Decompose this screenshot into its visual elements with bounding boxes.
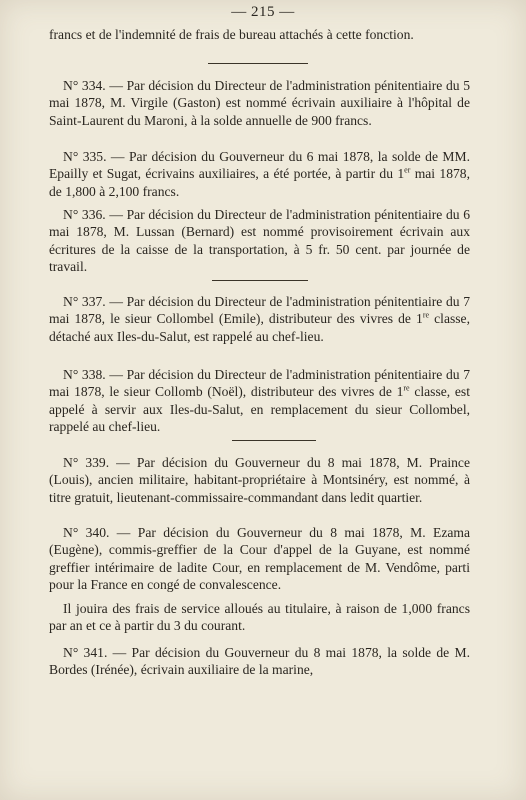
paragraph-335 (49, 148, 470, 200)
paragraph-continuation: francs et de l'indemnité de frais de bureau attachés à cette fonction. (49, 27, 414, 42)
page-number: — 215 — (231, 4, 295, 20)
paragraph-337 (49, 293, 470, 345)
paragraph-337-text: N° 337. — Par décision du Directeur de l'administration pénitentiaire du 7 mai 1878, le sieur Collombel (Emile), distributeur des vivres de 1 (49, 294, 470, 327)
paragraph-341: N° 341. — Par décision du Gouverneur du 8 mai 1878, la solde de M. Bordes (Irénée), écrivain auxiliaire de la marine, (49, 645, 470, 678)
separator-rule (232, 440, 316, 441)
paragraph-339: N° 339. — Par décision du Gouverneur du 8 mai 1878, M. Praince (Louis), ancien militaire, habitant-propriétaire à Montsinéry, est nommé, à titre gratuit, lieutenant-commissaire-commandant dans ledit quartier. (49, 455, 470, 505)
superscript-er: er (404, 165, 411, 175)
paragraph-338-text-end: classe, est appelé à servir aux Iles-du-Salut, en remplacement du sieur Collombel, rappelé au chef-lieu. (49, 384, 470, 434)
separator-rule (208, 63, 308, 64)
paragraph-335-text: N° 335. — Par décision du Gouverneur du 6 mai 1878, la solde de MM. Epailly et Sugat, écrivains auxiliaires, a été portée, à partir du 1 (49, 149, 470, 182)
superscript-re: re (422, 310, 430, 320)
paragraph-340: N° 340. — Par décision du Gouverneur du 8 mai 1878, M. Ezama (Eugène), commis-greffier de la Cour d'appel de la Guyane, est nommé greffier intérimaire de ladite Cour, en remplacement de M. Vendôme, parti pour la France en congé de convalescence. (49, 525, 470, 592)
paragraph-336: N° 336. — Par décision du Directeur de l'administration pénitentiaire du 6 mai 1878, M. Lussan (Bernard) est nommé provisoirement écrivain aux écritures de la caisse de la transportation, à 5 fr. 50 cent. par journée de travail. (49, 207, 470, 274)
paragraph-337-text-end: classe, détaché aux Iles-du-Salut, est rappelé au chef-lieu. (49, 311, 470, 344)
paragraph-340-continued: Il jouira des frais de service alloués au titulaire, à raison de 1,000 francs par an et ce à partir du 3 du courant. (49, 601, 470, 634)
separator-rule (212, 280, 308, 281)
superscript-re: re (403, 383, 410, 393)
paragraph-334: N° 334. — Par décision du Directeur de l'administration pénitentiaire du 5 mai 1878, M. Virgile (Gaston) est nommé écrivain auxiliaire à l'hôpital de Saint-Laurent du Maroni, à la solde annuelle de 900 francs. (49, 78, 470, 128)
paragraph-338-text: N° 338. — Par décision du Directeur de l'administration pénitentiaire du 7 mai 1878, le sieur Collomb (Noël), distributeur des vivres de 1 (49, 367, 470, 400)
paragraph-335-text-end: mai 1878, de 1,800 à 2,100 francs. (49, 166, 470, 199)
paragraph-338 (49, 366, 470, 435)
